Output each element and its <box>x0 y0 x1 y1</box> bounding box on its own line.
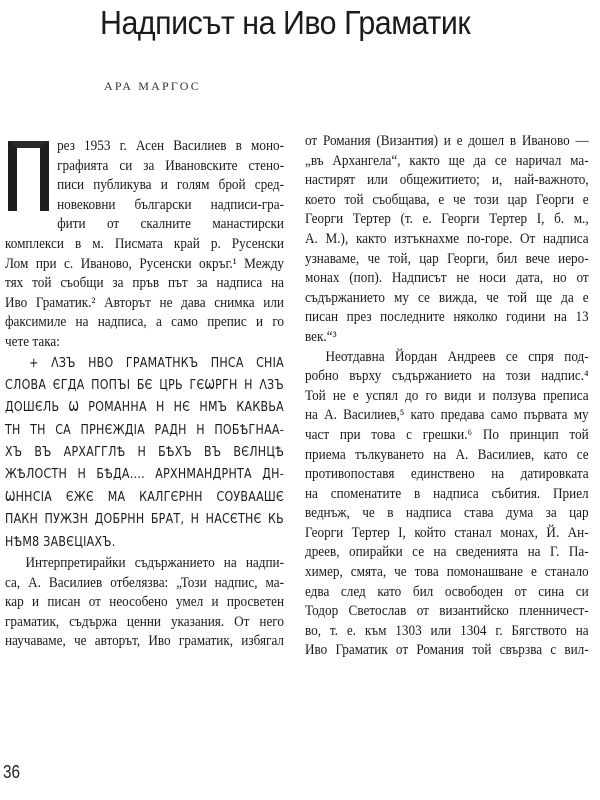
text-line: комплекси в м. Писмата край р. Русенски <box>5 235 284 252</box>
text-line: кар и писан от неособено умел и просветен <box>5 594 284 611</box>
text-line: Тодор Светослав от византийско пленничест- <box>305 603 589 620</box>
text-line: писи публикува и голям брой сред- <box>57 177 284 194</box>
text-line: Иво Граматик.² Авторът не дава снимка или <box>5 294 284 311</box>
text-line: веднъж, че в надписа става дума за цар <box>305 505 589 522</box>
text-line: научаваме, че авторът, Иво граматик, избягал <box>5 633 284 650</box>
text-line: „въ Архангела“, както ще да се наричал ма- <box>305 152 589 169</box>
text-line: фити от скалните манастирски <box>57 216 284 233</box>
text-line: от Романия (Византия) и е дошел в Иваново — <box>305 133 589 149</box>
inscription-line: + ΛЗЪ НВО ГРАМАТНКЪ ПНСА СНІА <box>29 355 285 371</box>
text-line: монах (поп). Надписът не носи дата, но от <box>305 270 589 287</box>
text-line: графията си за Ивановските стено- <box>57 157 284 174</box>
inscription-line: ЖѢЛОСТН Н БѢДА.... АРХНМАНДРНТА ДН- <box>5 467 284 483</box>
text-line: са, А. Василиев отбелязва: „Този надпис, ма- <box>5 574 284 591</box>
inscription-line: НѢМ8 ЗАВЄЦІАХЪ. <box>5 534 116 550</box>
inscription-line: ХЪ ВЪ АРХАГГЛѢ Н БѢХЪ ВЪ ВЄЛНЦѢ <box>5 445 284 461</box>
text-line: граматик, съдържа ценни указания. От него <box>5 613 284 630</box>
text-line: чете така: <box>5 333 60 350</box>
page-number: 36 <box>3 762 21 782</box>
text-line: съдържанието му се вижда, че той ще да е <box>305 289 589 306</box>
text-line: едва след като бил освободен от сина си <box>305 583 589 600</box>
text-line: което той съобщава, е че този цар Георги е <box>305 191 589 208</box>
text-line: Интерпретирайки съдържанието на надпи- <box>25 555 285 572</box>
inscription-transcription <box>5 353 284 555</box>
inscription-line: ТН ТН СА ПРНЄЖДІА РАДН Н ПОБѢГНАА- <box>5 422 284 438</box>
article-title: Надписът на Иво Граматик <box>100 4 471 41</box>
dropcap-paragraph-lines <box>5 137 284 235</box>
right-column <box>305 132 589 661</box>
inscription-line: ПАКН ПУЖЗН ДОБРНН БРАТ, Н НАСЄТНЄ КЬ <box>5 512 284 528</box>
text-line: Лом при с. Иваново, Русенски окръг.¹ Между <box>5 255 284 272</box>
text-line: настирят или общежитието; и, най-важното, <box>305 172 589 189</box>
text-line: Иво Граматик от Романия той свързва с вил- <box>305 642 589 659</box>
text-line: во, т. е. към 1303 или 1304 г. Бягството на <box>305 622 589 639</box>
article-author: АРА МАРГОС <box>104 79 201 93</box>
text-line: противопоставя единствено на датировката <box>305 466 589 483</box>
text-line: факсимиле на надписа, а само препис и го <box>5 314 284 331</box>
text-line: узнаваме, че той, цар Георги, бил вече иеро- <box>305 250 589 267</box>
text-line: тях той съобщи за пръв път за надписа на <box>5 275 284 292</box>
text-line: на споменатите в надписа събития. Приел <box>305 485 589 502</box>
inscription-line: СЛОВА ЄГДА ПОПЪІ БЄ ЦРЬ ГЄѠРГН Н ΛЗЪ <box>5 377 284 393</box>
text-line: част при това с грешки.⁶ По принцип той <box>305 426 589 443</box>
left-column <box>5 137 284 652</box>
text-line: Той не е успял до го види и ползува преписа <box>305 387 589 404</box>
text-line: рез 1953 г. Асен Василиев в моно- <box>57 138 284 154</box>
text-line: дреев, опирайки се на сведенията на Г. Па- <box>305 544 589 561</box>
text-line: робно върху съдържанието на този надпис.⁴ <box>305 368 589 385</box>
text-line: А. М.), както изтъкнахме по-горе. От надписа <box>305 230 589 247</box>
text-line: век.“³ <box>305 328 337 345</box>
text-line: Неотдавна Йордан Андреев се спря под- <box>325 348 589 365</box>
inscription-line: ѠННСІА ЄЖЄ МА КАЛГЄРНН СОУВААШЄ <box>5 489 284 505</box>
text-line: химер, смята, че това помонашване е станало <box>305 564 589 581</box>
text-line: на А. Василиев,⁵ като предава само първата му <box>305 407 589 424</box>
text-line: Георги Тертер (т. е. Георги Тертер I, б. м., <box>305 211 589 228</box>
text-line: писан през последните няколко години на 13 <box>305 309 589 326</box>
inscription-line: ДОШЄЛЬ Ѡ РОМАННА Н НЄ НМЪ КАКВЬА <box>5 400 284 416</box>
text-line: приема тълкуването на А. Василиев, като се <box>305 446 589 463</box>
text-line: Георги Тертер I, който станал монах, Й. Ан- <box>305 524 589 541</box>
text-line: новековни български надписи-гра- <box>57 196 284 213</box>
